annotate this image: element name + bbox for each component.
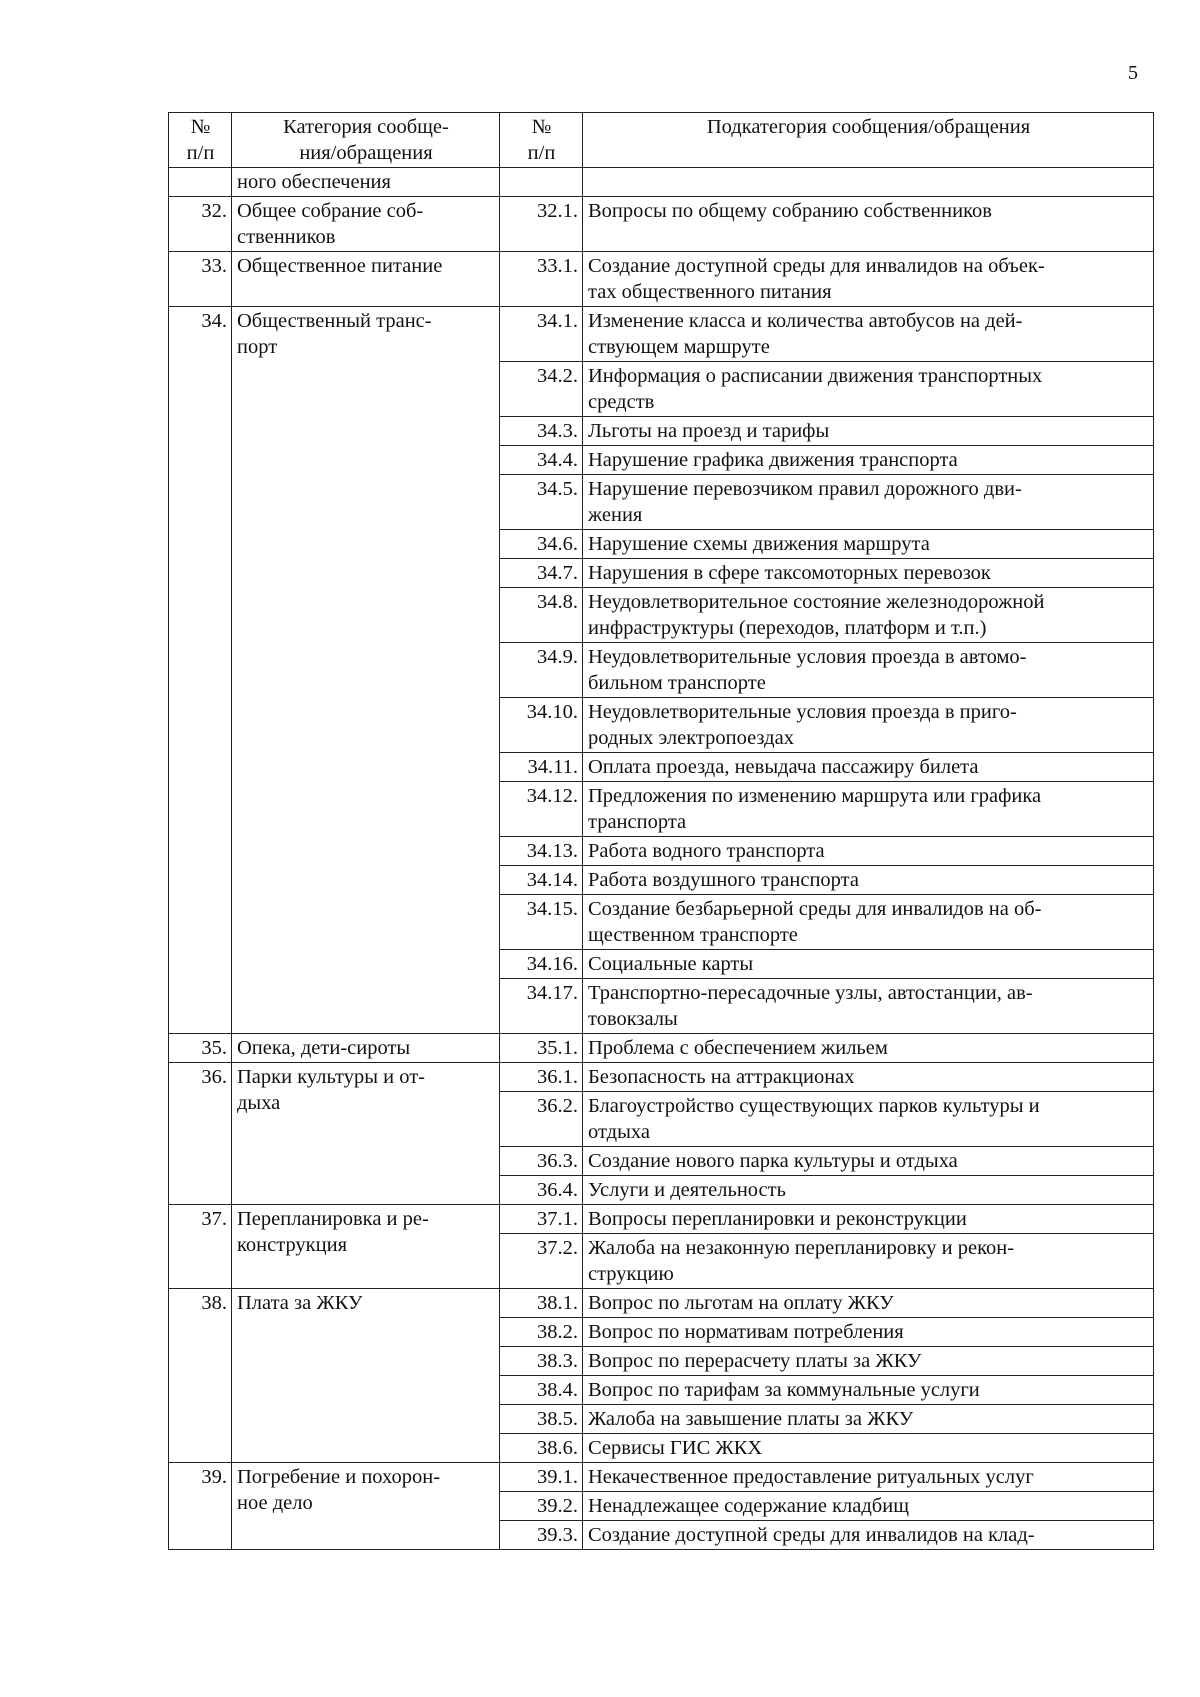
- subcategory-text: Нарушения в сфере таксомоторных перевозок: [583, 559, 1154, 588]
- subcategory-number: 36.1.: [500, 1063, 583, 1092]
- subcategory-number: 34.12.: [500, 782, 583, 837]
- table-row: [169, 197, 1154, 252]
- classification-table: [168, 112, 1154, 1550]
- subcategory-text: Вопрос по нормативам потребления: [583, 1318, 1154, 1347]
- subcategory-number: 37.2.: [500, 1234, 583, 1289]
- table-row: [169, 252, 1154, 307]
- continuation-row: [169, 168, 1154, 197]
- subcategory-number: 38.2.: [500, 1318, 583, 1347]
- subcategory-text: Нарушение схемы движения маршрута: [583, 530, 1154, 559]
- subcategory-number: 39.3.: [500, 1521, 583, 1550]
- subcategory-text: Благоустройство существующих парков культуры и отдыха: [583, 1092, 1154, 1147]
- subcategory-number: 34.7.: [500, 559, 583, 588]
- subcategory-number: 34.5.: [500, 475, 583, 530]
- subcategory-text: Вопросы перепланировки и реконструкции: [583, 1205, 1154, 1234]
- subcategory-text: Неудовлетворительные условия проезда в автомо- бильном транспорте: [583, 643, 1154, 698]
- header-subcategory: Подкатегория сообщения/обращения: [583, 113, 1154, 168]
- subcategory-text: Нарушение графика движения транспорта: [583, 446, 1154, 475]
- table-row: [169, 307, 1154, 362]
- subcategory-number: 36.3.: [500, 1147, 583, 1176]
- category-name: Плата за ЖКУ: [232, 1289, 500, 1463]
- subcategory-text: Создание доступной среды для инвалидов на объек- тах общественного питания: [583, 252, 1154, 307]
- subcategory-text: Работа водного транспорта: [583, 837, 1154, 866]
- subcategory-text: Работа воздушного транспорта: [583, 866, 1154, 895]
- subcategory-text: Создание безбарьерной среды для инвалидов на об- щественном транспорте: [583, 895, 1154, 950]
- subcategory-text: Некачественное предоставление ритуальных услуг: [583, 1463, 1154, 1492]
- subcategory-text: Вопрос по льготам на оплату ЖКУ: [583, 1289, 1154, 1318]
- header-category: Категория сообще- ния/обращения: [232, 113, 500, 168]
- table-body: [169, 168, 1154, 1550]
- subcategory-number: 38.3.: [500, 1347, 583, 1376]
- subcategory-text: Неудовлетворительные условия проезда в приго- родных электропоездах: [583, 698, 1154, 753]
- subcategory-number: 38.4.: [500, 1376, 583, 1405]
- category-name: Перепланировка и ре- конструкция: [232, 1205, 500, 1289]
- continuation-text: ного обеспечения: [232, 168, 500, 197]
- subcategory-number: 34.14.: [500, 866, 583, 895]
- category-name: Погребение и похорон- ное дело: [232, 1463, 500, 1550]
- subcategory-number: 34.10.: [500, 698, 583, 753]
- subcategory-number: 34.8.: [500, 588, 583, 643]
- category-name: Парки культуры и от- дыха: [232, 1063, 500, 1205]
- subcategory-text: Проблема с обеспечением жильем: [583, 1034, 1154, 1063]
- header-num: № п/п: [169, 113, 232, 168]
- subcategory-number: 34.4.: [500, 446, 583, 475]
- page-number: 5: [1128, 62, 1138, 84]
- subcategory-number: 33.1.: [500, 252, 583, 307]
- subcategory-text: Льготы на проезд и тарифы: [583, 417, 1154, 446]
- category-number: 39.: [169, 1463, 232, 1550]
- category-number: 37.: [169, 1205, 232, 1289]
- subcategory-number: 34.11.: [500, 753, 583, 782]
- subcategory-text: Вопрос по перерасчету платы за ЖКУ: [583, 1347, 1154, 1376]
- subcategory-text: Вопросы по общему собранию собственников: [583, 197, 1154, 252]
- subcategory-number: 34.17.: [500, 979, 583, 1034]
- subcategory-text: Оплата проезда, невыдача пассажиру билета: [583, 753, 1154, 782]
- subcategory-number: 32.1.: [500, 197, 583, 252]
- subcategory-number: 36.4.: [500, 1176, 583, 1205]
- subcategory-number: 35.1.: [500, 1034, 583, 1063]
- table-row: [169, 1205, 1154, 1234]
- table-row: [169, 1063, 1154, 1092]
- table-row: [169, 1463, 1154, 1492]
- subcategory-text: Безопасность на аттракционах: [583, 1063, 1154, 1092]
- table-row: [169, 1289, 1154, 1318]
- header-sub-num: № п/п: [500, 113, 583, 168]
- subcategory-text: Нарушение перевозчиком правил дорожного дви- жения: [583, 475, 1154, 530]
- subcategory-number: 34.9.: [500, 643, 583, 698]
- subcategory-number: 34.3.: [500, 417, 583, 446]
- category-number: 36.: [169, 1063, 232, 1205]
- category-name: Опека, дети-сироты: [232, 1034, 500, 1063]
- subcategory-text: Вопрос по тарифам за коммунальные услуги: [583, 1376, 1154, 1405]
- subcategory-text: Ненадлежащее содержание кладбищ: [583, 1492, 1154, 1521]
- subcategory-number: 38.1.: [500, 1289, 583, 1318]
- subcategory-text: Изменение класса и количества автобусов на дей- ствующем маршруте: [583, 307, 1154, 362]
- subcategory-text: Социальные карты: [583, 950, 1154, 979]
- category-number: 35.: [169, 1034, 232, 1063]
- category-number: 38.: [169, 1289, 232, 1463]
- table-header: [169, 113, 1154, 168]
- category-name: Общее собрание соб- ственников: [232, 197, 500, 252]
- subcategory-text: Информация о расписании движения транспортных средств: [583, 362, 1154, 417]
- subcategory-text: Сервисы ГИС ЖКХ: [583, 1434, 1154, 1463]
- subcategory-number: 34.13.: [500, 837, 583, 866]
- subcategory-number: 37.1.: [500, 1205, 583, 1234]
- subcategory-number: 34.16.: [500, 950, 583, 979]
- subcategory-text: Создание нового парка культуры и отдыха: [583, 1147, 1154, 1176]
- subcategory-number: 34.15.: [500, 895, 583, 950]
- subcategory-text: Жалоба на завышение платы за ЖКУ: [583, 1405, 1154, 1434]
- subcategory-text: Транспортно-пересадочные узлы, автостанции, ав- товокзалы: [583, 979, 1154, 1034]
- subcategory-number: 39.2.: [500, 1492, 583, 1521]
- subcategory-number: 38.5.: [500, 1405, 583, 1434]
- subcategory-text: Услуги и деятельность: [583, 1176, 1154, 1205]
- subcategory-number: 39.1.: [500, 1463, 583, 1492]
- category-name: Общественное питание: [232, 252, 500, 307]
- subcategory-number: 34.6.: [500, 530, 583, 559]
- subcategory-text: Создание доступной среды для инвалидов на клад-: [583, 1521, 1154, 1550]
- table-row: [169, 1034, 1154, 1063]
- category-number: 34.: [169, 307, 232, 1034]
- subcategory-text: Неудовлетворительное состояние железнодорожной инфраструктуры (переходов, платформ и т.п.): [583, 588, 1154, 643]
- category-number: 32.: [169, 197, 232, 252]
- subcategory-number: 34.1.: [500, 307, 583, 362]
- category-name: Общественный транс- порт: [232, 307, 500, 1034]
- subcategory-text: Жалоба на незаконную перепланировку и рекон- струкцию: [583, 1234, 1154, 1289]
- subcategory-number: 34.2.: [500, 362, 583, 417]
- subcategory-text: Предложения по изменению маршрута или графика транспорта: [583, 782, 1154, 837]
- subcategory-number: 36.2.: [500, 1092, 583, 1147]
- subcategory-number: 38.6.: [500, 1434, 583, 1463]
- category-number: 33.: [169, 252, 232, 307]
